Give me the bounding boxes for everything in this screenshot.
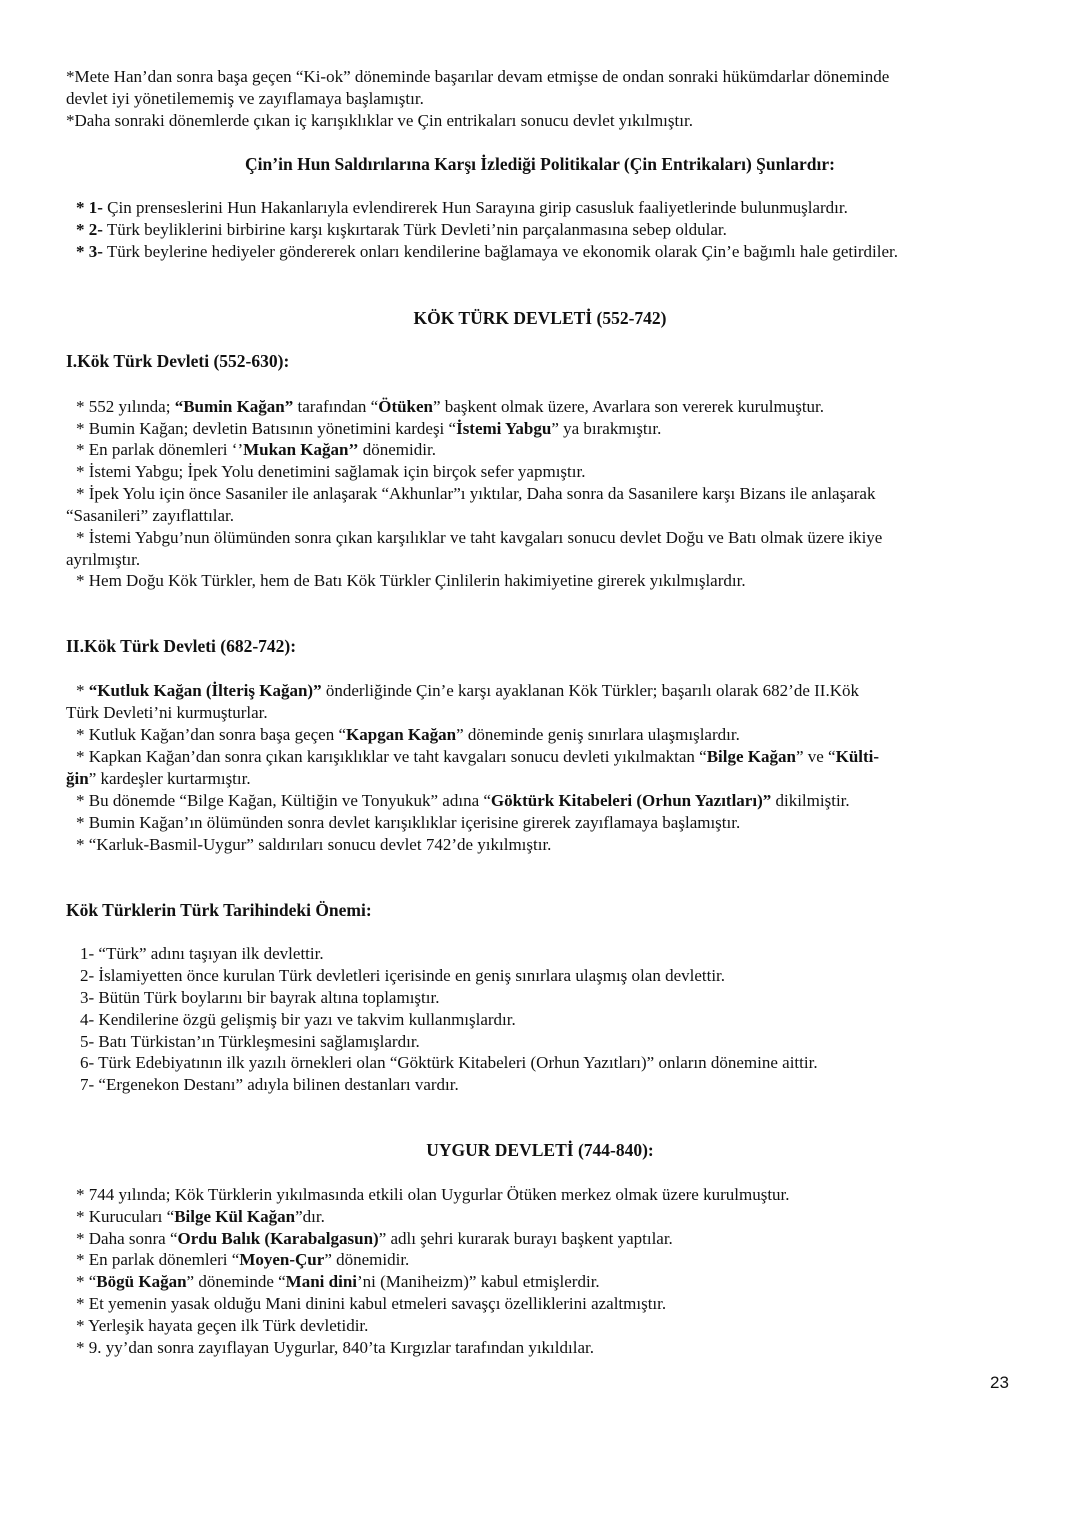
text: * En parlak dönemleri ‘’: [76, 440, 244, 459]
second-bullet-4: [76, 790, 1026, 811]
first-bullet-4: * İstemi Yabgu; İpek Yolu denetimini sağlamak için birçok sefer yapmıştır.: [76, 462, 586, 481]
first-bullet-1: [76, 396, 1026, 417]
uygur-bullet-6: * Et yemenin yasak olduğu Mani dinini kabul etmeleri savaşçı özelliklerini azaltmıştır.: [76, 1294, 667, 1313]
cin-item: [76, 219, 1026, 240]
first-bullet-3: [76, 439, 1026, 460]
bold-text: İstemi Yabgu: [456, 419, 552, 438]
text: ” kardeşler kurtarmıştır.: [88, 769, 251, 788]
importance-item: 6- Türk Edebiyatının ilk yazılı örnekleri olan “Göktürk Kitabeleri (Orhun Yazıtları)” onların dönemine aittir.: [80, 1053, 818, 1072]
bold-text: Bögü Kağan: [96, 1272, 187, 1291]
first-bullet-5: * İpek Yolu için önce Sasaniler ile anlaşarak “Akhunlar”ı yıktılar, Daha sonra da Sasanilere karşı Bizans ile anlaşarak: [76, 484, 876, 503]
bold-text: Kapgan Kağan: [346, 725, 457, 744]
text: dönemidir.: [358, 440, 436, 459]
first-bullet-6: * İstemi Yabgu’nun ölümünden sonra çıkan karşılıklar ve taht kavgaları sonucu devlet Doğu ve Batı olmak üzere ikiye: [76, 528, 883, 547]
uygur-bullet-3: [76, 1228, 1026, 1249]
text: önderliğinde Çin’e karşı ayaklanan Kök Türkler; başarılı olarak 682’de II.Kök: [321, 681, 859, 700]
bold-text: Moyen-Çur: [239, 1250, 325, 1269]
first-bullet-7: * Hem Doğu Kök Türkler, hem de Batı Kök Türkler Çinlilerin hakimiyetine girerek yıkılmışlardır.: [76, 571, 746, 590]
bold-text: Külti-: [835, 747, 880, 766]
second-bullet-6: * “Karluk-Basmil-Uygur” saldırıları sonucu devlet 742’de yıkılmıştır.: [76, 835, 552, 854]
second-bullet-3: [76, 746, 1026, 767]
first-kokturk-heading: I.Kök Türk Devleti (552-630):: [66, 351, 290, 371]
text: ’ni (Maniheizm)” kabul etmişlerdir.: [357, 1272, 600, 1291]
second-kokturk-heading: II.Kök Türk Devleti (682-742):: [66, 636, 297, 656]
uygur-bullet-1: * 744 yılında; Kök Türklerin yıkılmasında etkili olan Uygurlar Ötüken merkez olmak üzere kurulmuştur.: [76, 1185, 790, 1204]
importance-item: 7- “Ergenekon Destanı” adıyla bilinen destanları vardır.: [80, 1075, 459, 1094]
uygur-bullet-2: [76, 1206, 1026, 1227]
text: * En parlak dönemleri “: [76, 1250, 240, 1269]
bold-text: Ötüken: [378, 397, 434, 416]
cin-item-text: Çin prenseslerini Hun Hakanlarıyla evlendirerek Hun Sarayına girip casusluk faaliyetlerinde bulunmuşlardır.: [102, 198, 848, 217]
text: ” döneminde geniş sınırlara ulaşmışlardır.: [456, 725, 740, 744]
uygur-bullet-4: [76, 1249, 1026, 1270]
cin-item-marker: * 1-: [76, 198, 103, 217]
text: * Daha sonra “: [76, 1229, 178, 1248]
text: *: [76, 681, 89, 700]
intro-line-2: devlet iyi yönetilememiş ve zayıflamaya başlamıştır.: [66, 89, 424, 108]
importance-item: 5- Batı Türkistan’ın Türkleşmesini sağlamışlardır.: [80, 1032, 420, 1051]
importance-item: 3- Bütün Türk boylarını bir bayrak altına toplamıştır.: [80, 988, 440, 1007]
text: * Kutluk Kağan’dan sonra başa geçen “: [76, 725, 347, 744]
bold-text: Mukan Kağan’’: [243, 440, 359, 459]
bold-text: Bilge Kül Kağan: [174, 1207, 296, 1226]
bold-text: Ordu Balık (Karabalgasun): [177, 1229, 379, 1248]
text: ” ya bırakmıştır.: [551, 419, 662, 438]
text: dikilmiştir.: [771, 791, 850, 810]
text: * Kapkan Kağan’dan sonra çıkan karışıklıklar ve taht kavgaları sonucu devleti yıkılmaktan “: [76, 747, 707, 766]
first-bullet-2: [76, 418, 1026, 439]
text: tarafından “: [293, 397, 379, 416]
text: * Bu dönemde “Bilge Kağan, Kültiğin ve Tonyukuk” adına “: [76, 791, 491, 810]
first-bullet-6-cont: ayrılmıştır.: [66, 550, 141, 569]
bold-text: Göktürk Kitabeleri (Orhun Yazıtları)”: [490, 791, 772, 810]
importance-heading: Kök Türklerin Türk Tarihindeki Önemi:: [66, 900, 372, 920]
bold-text: ğin: [66, 769, 89, 788]
cin-item-marker: * 3-: [76, 242, 103, 261]
text: ” döneminde “: [186, 1272, 286, 1291]
uygur-bullet-5: [76, 1271, 1026, 1292]
cin-item-marker: * 2-: [76, 220, 103, 239]
bold-text: Mani dini: [285, 1272, 358, 1291]
text: ” dönemidir.: [324, 1250, 410, 1269]
cin-item: [76, 197, 1026, 218]
uygur-bullet-8: * 9. yy’dan sonra zayıflayan Uygurlar, 840’ta Kırgızlar tarafından yıkıldılar.: [76, 1338, 594, 1357]
second-bullet-3-cont: [66, 768, 1016, 789]
text: * Bumin Kağan; devletin Batısının yönetimini kardeşi “: [76, 419, 457, 438]
importance-item: 1- “Türk” adını taşıyan ilk devlettir.: [80, 944, 324, 963]
bold-text: “Kutluk Kağan (İlteriş Kağan)”: [88, 681, 322, 700]
uygur-bullet-7: * Yerleşik hayata geçen ilk Türk devletidir.: [76, 1316, 369, 1335]
page-number: 23: [990, 1373, 1009, 1392]
second-bullet-5: * Bumin Kağan’ın ölümünden sonra devlet karışıklıklar içerisine girerek zayıflamaya başlamıştır.: [76, 813, 741, 832]
second-bullet-1: [76, 680, 1026, 701]
uygur-title: UYGUR DEVLETİ (744-840):: [426, 1140, 654, 1160]
first-bullet-5-cont: “Sasanileri” zayıflattılar.: [66, 506, 235, 525]
text: ” başkent olmak üzere, Avarlara son vererek kurulmuştur.: [433, 397, 825, 416]
text: * “: [76, 1272, 97, 1291]
text: * Kurucuları “: [76, 1207, 175, 1226]
bold-text: Bilge Kağan: [706, 747, 796, 766]
second-bullet-2: [76, 724, 1026, 745]
kokturk-title: KÖK TÜRK DEVLETİ (552-742): [413, 308, 667, 328]
cin-item: [76, 241, 1026, 262]
intro-line-1: *Mete Han’dan sonra başa geçen “Ki-ok” döneminde başarılar devam etmişse de ondan sonraki hükümdarlar döneminde: [66, 67, 890, 86]
cin-item-text: Türk beyliklerini birbirine karşı kışkırtarak Türk Devleti’nin parçalanmasına sebep oldular.: [102, 220, 727, 239]
intro-line-3: *Daha sonraki dönemlerde çıkan iç karışıklıklar ve Çin entrikaları sonucu devlet yıkılmıştır.: [66, 111, 693, 130]
importance-item: 2- İslamiyetten önce kurulan Türk devletleri içerisinde en geniş sınırlara ulaşmış olan devlettir.: [80, 966, 726, 985]
cin-heading: Çin’in Hun Saldırılarına Karşı İzlediği Politikalar (Çin Entrikaları) Şunlardır:: [245, 154, 835, 174]
text: ” ve “: [795, 747, 836, 766]
text: * 552 yılında;: [76, 397, 175, 416]
cin-item-text: Türk beylerine hediyeler göndererek onları kendilerine bağlamaya ve ekonomik olarak Çin’e bağımlı hale getirdiler.: [102, 242, 899, 261]
second-bullet-1-cont: Türk Devleti’ni kurmuşturlar.: [66, 703, 268, 722]
text: ” adlı şehri kurarak burayı başkent yaptılar.: [378, 1229, 673, 1248]
importance-item: 4- Kendilerine özgü gelişmiş bir yazı ve takvim kullanmışlardır.: [80, 1010, 516, 1029]
bold-text: “Bumin Kağan”: [174, 397, 294, 416]
text: ”dır.: [295, 1207, 325, 1226]
